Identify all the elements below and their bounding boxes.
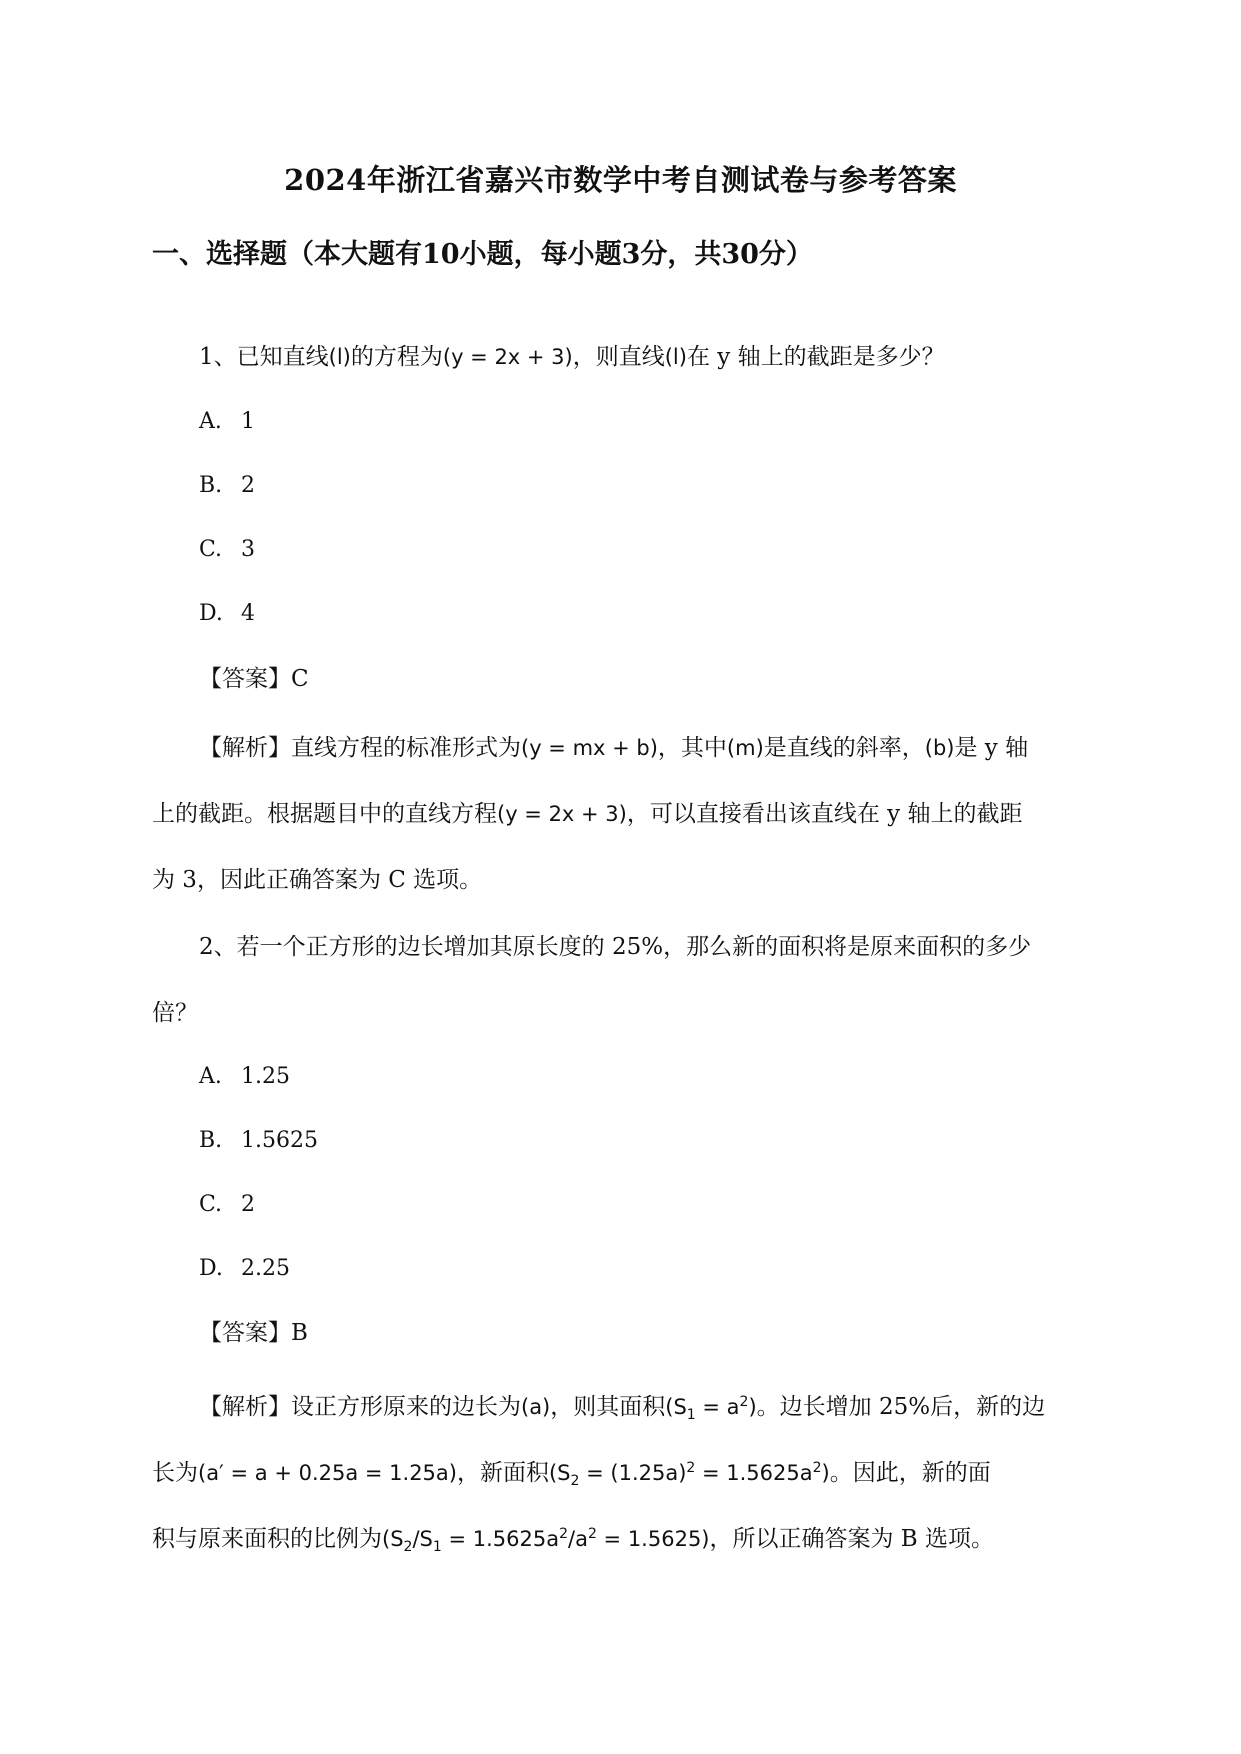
math-expression: (a)	[521, 1395, 551, 1419]
math-superscript: 2	[559, 1526, 568, 1542]
option-value: 4	[241, 601, 255, 626]
option-key: B.	[199, 1128, 223, 1153]
option-value: 2	[241, 473, 255, 498]
math-expression: (b)	[924, 736, 955, 760]
analysis-text: 是 y 轴	[954, 735, 1029, 761]
analysis-text: 。边长增加 25%后，新的边	[756, 1394, 1046, 1420]
option-value: 1.25	[241, 1064, 290, 1089]
option-key: D.	[199, 601, 223, 626]
question-2-option-b	[199, 1124, 318, 1158]
math-expression	[665, 1394, 757, 1424]
question-2-option-c	[199, 1188, 255, 1222]
stem-text: 的方程为	[350, 344, 443, 370]
math-superscript: 2	[686, 1460, 696, 1476]
analysis-text: 长为	[152, 1460, 198, 1486]
question-2-analysis-line-1	[199, 1385, 1045, 1432]
math-expression: (m)	[726, 736, 764, 760]
math-expression: (y = 2x + 3)	[442, 345, 573, 369]
math-expression: (a′ = a + 0.25a = 1.25a)	[198, 1461, 457, 1485]
question-1-analysis-line-2	[152, 797, 1022, 831]
math-superscript: 2	[812, 1460, 822, 1476]
math-part: = (1.25a)	[579, 1461, 687, 1485]
question-1-option-b	[199, 469, 255, 503]
math-subscript: 2	[570, 1473, 580, 1490]
math-part: (S	[665, 1395, 687, 1419]
math-part: = a	[695, 1395, 740, 1419]
option-key: C.	[199, 537, 223, 562]
math-subscript: 2	[403, 1539, 413, 1556]
question-2-answer: 【答案】B	[199, 1320, 308, 1346]
stem-text: 在 y 轴上的截距是多少？	[686, 344, 945, 370]
math-part: = 1.5625a	[695, 1461, 813, 1485]
option-key: B.	[199, 473, 223, 498]
math-expression: (y = mx + b)	[521, 736, 658, 760]
question-1-option-d	[199, 597, 255, 631]
math-expression: (l)	[328, 345, 351, 369]
analysis-text: 。因此，新的面	[829, 1460, 991, 1486]
question-2-analysis-line-2	[152, 1451, 991, 1498]
question-1-option-c	[199, 533, 255, 567]
math-part: = 1.5625a	[441, 1527, 560, 1551]
math-expression: (l)	[664, 345, 687, 369]
math-expression	[548, 1460, 830, 1490]
option-value: 1.5625	[241, 1128, 318, 1153]
question-2-option-d	[199, 1252, 290, 1286]
stem-text: ，则直线	[572, 344, 665, 370]
analysis-text: 【解析】直线方程的标准形式为	[199, 735, 521, 761]
question-2-stem: 2、若一个正方形的边长增加其原长度的 25%，那么新的面积将是原来面积的多少	[199, 934, 1032, 960]
analysis-text: 【解析】设正方形原来的边长为	[199, 1394, 521, 1420]
math-part: /a	[568, 1527, 588, 1551]
math-subscript: 1	[432, 1539, 442, 1556]
option-value: 3	[241, 537, 255, 562]
math-subscript: 1	[686, 1407, 696, 1424]
option-value: 2.25	[241, 1256, 290, 1281]
math-part: /S	[412, 1527, 433, 1551]
question-1-analysis-line-1	[199, 731, 1028, 765]
question-2-stem-continued: 倍？	[152, 1000, 198, 1026]
math-part: )	[748, 1395, 757, 1419]
option-value: 1	[241, 409, 255, 434]
option-key: A.	[199, 1064, 222, 1089]
analysis-text: 是直线的斜率，	[763, 735, 925, 761]
question-2-option-a	[199, 1060, 290, 1094]
math-expression	[382, 1526, 710, 1556]
option-value: 2	[241, 1192, 255, 1217]
math-superscript: 2	[739, 1394, 749, 1410]
document-title: 2024年浙江省嘉兴市数学中考自测试卷与参考答案	[284, 163, 957, 197]
question-1-stem	[199, 340, 945, 374]
math-part: (S	[548, 1461, 571, 1485]
math-superscript: 2	[587, 1526, 597, 1542]
question-1-option-a	[199, 405, 255, 439]
math-expression: (y = 2x + 3)	[497, 802, 627, 826]
question-2-analysis-line-3	[152, 1517, 994, 1564]
math-part: )	[821, 1461, 830, 1485]
analysis-text: ，所以正确答案为 B 选项。	[709, 1526, 995, 1552]
analysis-text: ，可以直接看出该直线在 y 轴上的截距	[626, 801, 1023, 827]
stem-text: 1、已知直线	[199, 344, 329, 370]
analysis-text: 积与原来面积的比例为	[152, 1526, 382, 1552]
math-part: = 1.5625)	[596, 1527, 710, 1551]
analysis-text: ，则其面积	[550, 1394, 666, 1420]
analysis-text: 上的截距。根据题目中的直线方程	[152, 801, 497, 827]
option-key: D.	[199, 1256, 223, 1281]
math-part: (S	[382, 1527, 404, 1551]
analysis-text: ，新面积	[456, 1460, 549, 1486]
option-key: A.	[199, 409, 222, 434]
option-key: C.	[199, 1192, 223, 1217]
analysis-text: ，其中	[657, 735, 727, 761]
question-1-analysis-line-3: 为 3，因此正确答案为 C 选项。	[152, 867, 483, 893]
question-1-answer: 【答案】C	[199, 666, 309, 692]
section-heading: 一、选择题（本大题有10小题，每小题3分，共30分）	[152, 239, 813, 270]
